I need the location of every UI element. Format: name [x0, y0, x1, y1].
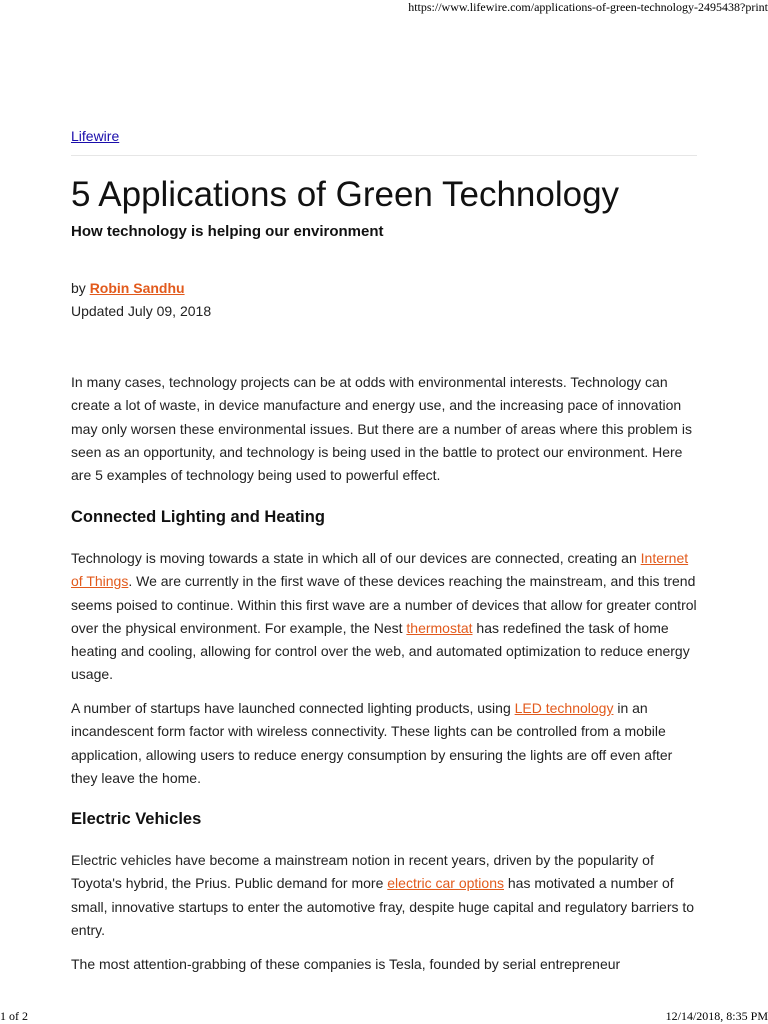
paragraph-tesla: [71, 953, 697, 976]
text-run: has redefined the task of home heating and cooling, allowing for control over the web, and automated optimization to reduce energy usage.: [71, 619, 690, 683]
text-run: A number of startups have launched connected lighting products, using: [71, 700, 515, 716]
intro-paragraph: In many cases, technology projects can be at odds with environmental interests. Technology can create a lot of waste, in device manufacture and energy use, and the increasing pace of innovation may only worsen these environmental issues. But there are a number of areas where this problem is seen as an opportunity, and technology is being used in the battle to protect our environment. Here are 5 examples of technology being used to powerful effect.: [71, 374, 692, 484]
electric-car-options-link[interactable]: electric car options: [387, 875, 504, 892]
header-divider: [71, 155, 697, 156]
text-run: Technology is moving towards a state in which all of our devices are connected, creating an: [71, 550, 641, 566]
paragraph-connected-lighting: [71, 697, 697, 790]
page-number: 1 of 2: [0, 1009, 28, 1023]
article-title: 5 Applications of Green Technology: [71, 175, 620, 214]
byline-prefix: by: [71, 280, 90, 296]
section-heading-electric-vehicles: Electric Vehicles: [71, 810, 202, 828]
text-run: . We are currently in the first wave of these devices reaching the mainstream, and this trend seems poised to continue. Within this first wave are a number of devices that allow for greater control over the physical environment. For example, the Nest: [71, 573, 697, 636]
internet-of-things-link[interactable]: Internet of Things: [71, 550, 689, 590]
author-link[interactable]: Robin Sandhu: [89, 280, 185, 296]
paragraph-connected-devices: [71, 547, 697, 687]
byline: [71, 278, 185, 298]
text-run: Electric vehicles have become a mainstream notion in recent years, driven by the popularity of Toyota's hybrid, the Prius. Public demand for more: [71, 852, 654, 892]
article-subtitle: How technology is helping our environment: [71, 223, 384, 240]
updated-date: Updated July 09, 2018: [71, 303, 212, 319]
print-url: https://www.lifewire.com/applications-of-green-technology-2495438?print: [408, 0, 768, 14]
text-run: in an incandescent form factor with wireless connectivity. These lights can be controlled from a mobile application, allowing users to reduce energy consumption by ensuring the lights are off even after they leave the home.: [71, 700, 673, 786]
text-run: The most attention-grabbing of these companies is Tesla, founded by serial entrepreneur: [71, 956, 621, 972]
site-logo-link[interactable]: Lifewire: [71, 128, 120, 144]
text-run: has motivated a number of small, innovative startups to enter the automotive fray, despite huge capital and regulatory barriers to entry.: [71, 875, 695, 938]
section-heading-connected-lighting: Connected Lighting and Heating: [71, 508, 325, 526]
print-timestamp: 12/14/2018, 8:35 PM: [665, 1009, 768, 1023]
led-technology-link[interactable]: LED technology: [514, 700, 614, 716]
thermostat-link[interactable]: thermostat: [406, 619, 473, 636]
paragraph-electric-vehicles: [71, 849, 697, 942]
